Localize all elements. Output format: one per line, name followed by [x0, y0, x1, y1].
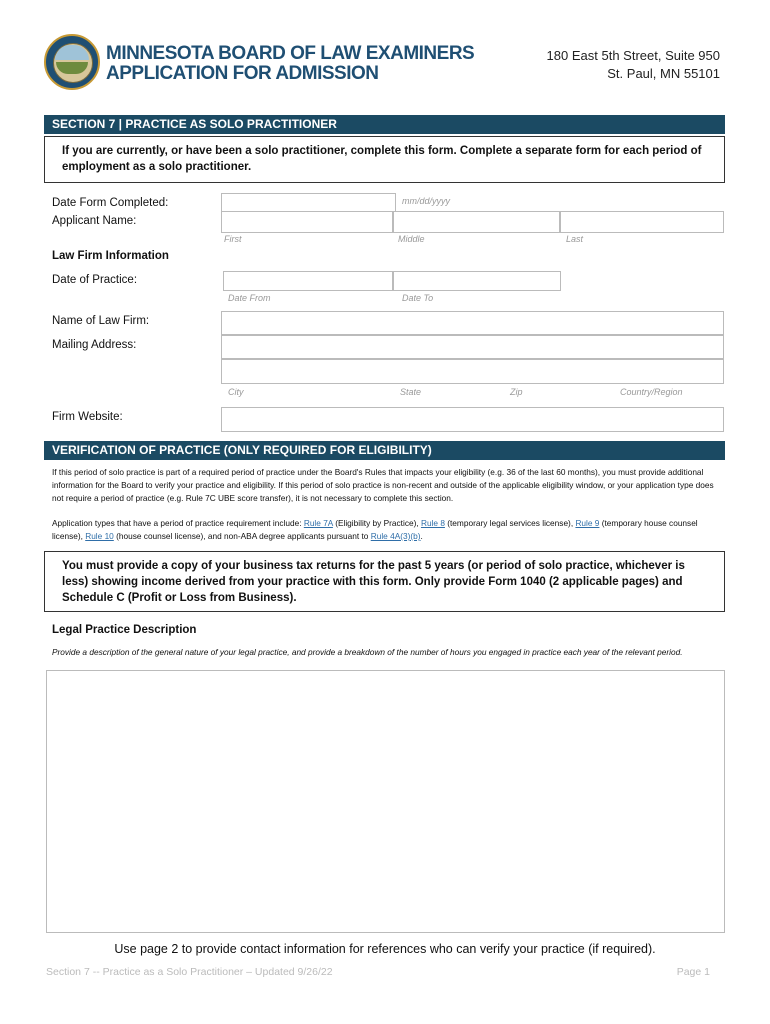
board-seal-logo — [44, 34, 100, 90]
tax-notice-box — [44, 551, 725, 612]
footer-left: Section 7 -- Practice as a Solo Practitioner – Updated 9/26/22 — [46, 966, 333, 978]
date-to-input[interactable] — [393, 271, 561, 291]
state-hint: State — [400, 387, 422, 397]
date-to-hint: Date To — [402, 293, 434, 303]
instructions-box — [44, 136, 725, 183]
app-types-text-f: . — [420, 531, 423, 541]
page-number: Page 1 — [676, 966, 710, 978]
instructions-text: If you are currently, or have been a solo practitioner, complete this form. Complete a separate form for each period of employment as a solo practitioner. — [62, 145, 702, 173]
rule-4a-link[interactable]: Rule 4A(3)(b) — [370, 531, 421, 541]
applicant-name-label: Applicant Name: — [52, 215, 137, 227]
middle-name-input[interactable] — [393, 211, 560, 233]
section-7-header: SECTION 7 | PRACTICE AS SOLO PRACTITIONER — [44, 115, 725, 134]
firm-website-label: Firm Website: — [52, 411, 123, 423]
references-note: Use page 2 to provide contact information for references who can verify your practice (if required). — [114, 942, 656, 956]
first-name-input[interactable] — [221, 211, 393, 233]
address-line-1: 180 East 5th Street, Suite 950 — [546, 48, 720, 63]
rule-8-link[interactable]: Rule 8 — [420, 518, 445, 528]
app-types-text-d: (temporary house counsel license), — [52, 518, 698, 541]
app-types-text-e: (house counsel license), and non-ABA degree applicants pursuant to — [113, 531, 371, 541]
mailing-address-label: Mailing Address: — [52, 339, 137, 351]
firm-name-label: Name of Law Firm: — [52, 315, 150, 327]
rule-7a-link[interactable]: Rule 7A — [303, 518, 333, 528]
verification-paragraph: If this period of solo practice is part of a required period of practice under the Board's Rules that impacts your eligibility (e.g. 36 of the last 60 months), you must provide additional information for the Board to verify your practice and eligibility. If this period of solo practice is non-recent and outside of the applicable eligibility window, or your application type does not require a period of practice (e.g. Rule 7C UBE score transfer), it is not necessary to complete this section. — [52, 467, 714, 503]
date-from-hint: Date From — [228, 293, 271, 303]
form-title: APPLICATION FOR ADMISSION — [106, 63, 379, 84]
rule-9-link[interactable]: Rule 9 — [575, 518, 600, 528]
mailing-street-input[interactable] — [221, 335, 724, 359]
country-hint: Country/Region — [620, 387, 683, 397]
date-completed-label: Date Form Completed: — [52, 197, 169, 209]
application-types-paragraph — [52, 517, 724, 543]
last-hint: Last — [566, 234, 584, 244]
firm-name-input[interactable] — [221, 311, 724, 335]
address-line-2: St. Paul, MN 55101 — [607, 66, 720, 81]
zip-hint: Zip — [510, 387, 523, 397]
first-hint: First — [224, 234, 242, 244]
org-title: MINNESOTA BOARD OF LAW EXAMINERS — [106, 43, 475, 64]
app-types-text-c: (temporary legal services license), — [444, 518, 576, 528]
firm-website-input[interactable] — [221, 407, 724, 432]
law-firm-info-heading: Law Firm Information — [52, 250, 169, 262]
last-name-input[interactable] — [560, 211, 724, 233]
app-types-text-a: Application types that have a period of practice requirement include: — [52, 518, 304, 528]
city-hint: City — [228, 387, 244, 397]
legal-practice-heading: Legal Practice Description — [52, 624, 197, 636]
mailing-city-input[interactable] — [221, 359, 724, 384]
app-types-text-b: (Eligibility by Practice), — [332, 518, 421, 528]
legal-practice-instructions: Provide a description of the general nature of your legal practice, and provide a breakdown of the number of hours you engaged in practice each year of the relevant period. — [52, 647, 683, 657]
date-from-input[interactable] — [223, 271, 393, 291]
verification-header: VERIFICATION OF PRACTICE (ONLY REQUIRED FOR ELIGIBILITY) — [44, 441, 725, 460]
date-of-practice-label: Date of Practice: — [52, 274, 138, 286]
middle-hint: Middle — [398, 234, 425, 244]
tax-notice-text: You must provide a copy of your business tax returns for the past 5 years (or period of solo practice, whichever is less) showing income derived from your practice with this form. Only provide Form 1040 (2 applicable pages) and Schedule C (Profit or Loss from Business). — [62, 560, 685, 604]
legal-practice-description-textarea[interactable] — [46, 670, 725, 933]
rule-10-link[interactable]: Rule 10 — [85, 531, 114, 541]
date-format-hint: mm/dd/yyyy — [402, 196, 451, 206]
